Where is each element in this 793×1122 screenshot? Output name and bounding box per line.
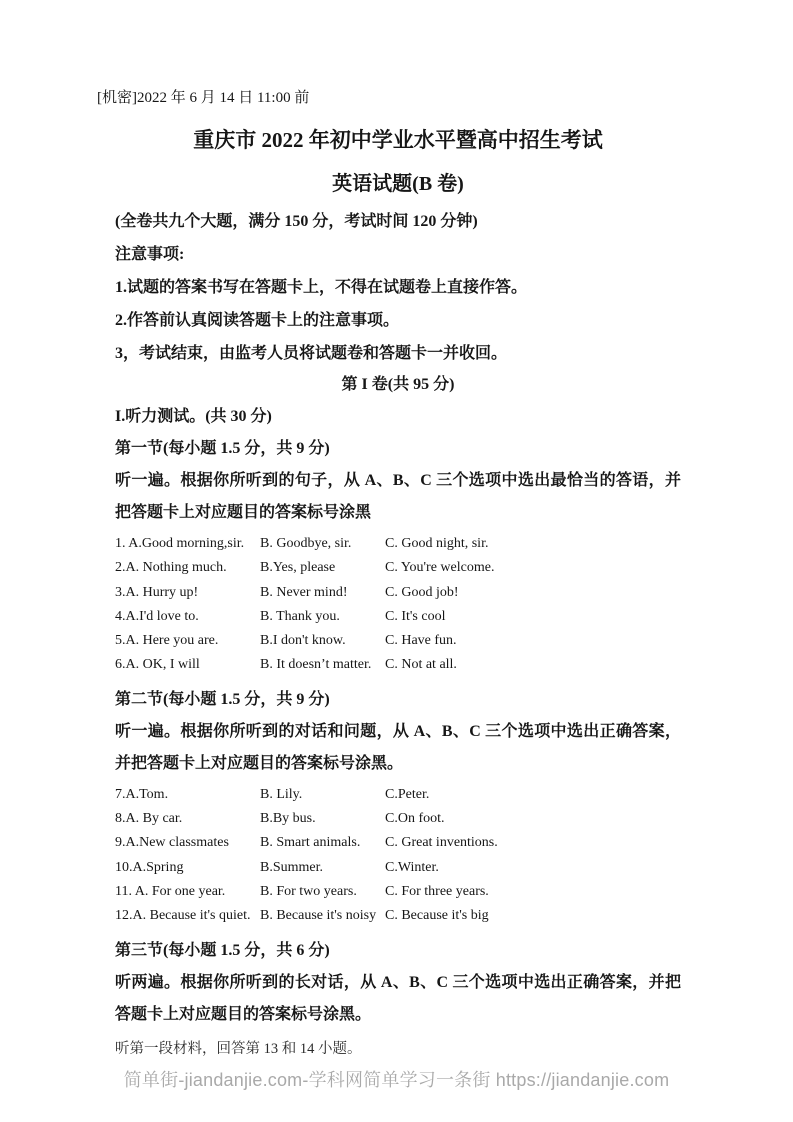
option-8a: 8.A. By car. [115,811,183,827]
option-2b: B.Yes, please [260,560,336,576]
section3-instruction-line-1: 听两遍。根据你所听到的长对话，从 A、B、C 三个选项中选出正确答案，并把 [115,973,681,991]
option-1b: B. Goodbye, sir. [260,536,352,551]
exam-title: 重庆市 2022 年初中学业水平暨高中招生考试 [193,128,603,152]
option-9a: 9.A.New classmates [115,835,229,851]
option-row-5 [115,629,681,653]
option-3b: B. Never mind! [260,584,348,600]
option-1a: 1. A.Good morning,sir. [115,536,245,551]
exam-content [97,88,681,1059]
option-9b: B. Smart animals. [260,835,361,851]
option-7c: C.Peter. [385,786,430,802]
material-note: 听第一段材料，回答第 13 和 14 小题。 [115,1040,362,1057]
option-row-7 [115,783,681,807]
section2-options [115,783,681,929]
option-10a: 10.A.Spring [115,859,184,875]
option-5a: 5.A. Here you are. [115,633,219,649]
option-5b: B.I don't know. [260,633,346,649]
option-10c: C.Winter. [385,859,439,875]
option-row-12 [115,904,681,928]
option-4b: B. Thank you. [260,608,340,624]
section3-heading: 第三节(每小题 1.5 分，共 6 分) [115,941,330,959]
option-7b: B. Lily. [260,786,303,802]
option-row-8 [115,807,681,831]
notice-item-1: 1.试题的答案书写在答题卡上，不得在试题卷上直接作答。 [115,279,528,296]
option-6c: C. Not at all. [385,657,457,673]
section2-instruction-line-2: 并把答题卡上对应题目的答案标号涂黑。 [115,754,404,772]
section1-heading: 第一节(每小题 1.5 分，共 9 分) [115,440,330,457]
option-2a: 2.A. Nothing much. [115,560,227,576]
option-12b: B. Because it's noisy [260,908,377,924]
section1-instruction-line-1: 听一遍。根据你所听到的句子，从 A、B、C 三个选项中选出最恰当的答语，并 [115,472,681,489]
option-row-11 [115,880,681,904]
exam-subtitle: 英语试题(B 卷) [332,173,464,195]
option-4a: 4.A.I'd love to. [115,608,199,624]
section2-heading: 第二节(每小题 1.5 分，共 9 分) [115,690,330,708]
option-row-4 [115,605,681,629]
footer-watermark: 简单街-jiandanjie.com-学科网简单学习一条街 https://jiandanjie.com [123,1070,670,1090]
option-row-9 [115,831,681,855]
option-10b: B.Summer. [260,859,324,875]
section1-instruction-line-2: 把答题卡上对应题目的答案标号涂黑 [115,504,372,521]
option-11b: B. For two years. [260,883,357,899]
option-4c: C. It's cool [385,608,446,624]
confidential-note: [机密]2022 年 6 月 14 日 11:00 前 [97,90,310,106]
section1-options [115,532,681,678]
option-row-2 [115,556,681,580]
option-8c: C.On foot. [385,811,445,827]
notice-heading: 注意事项: [115,246,185,263]
option-9c: C. Great inventions. [385,835,498,851]
option-row-6 [115,653,681,677]
option-8b: B.By bus. [260,811,316,827]
option-12a: 12.A. Because it's quiet. [115,908,251,924]
notice-item-3: 3，考试结束，由监考人员将试题卷和答题卡一并收回。 [115,345,508,362]
option-6a: 6.A. OK, I will [115,657,200,673]
option-row-1 [115,532,681,556]
option-5c: C. Have fun. [385,633,457,649]
option-12c: C. Because it's big [385,908,489,924]
option-11c: C. For three years. [385,883,489,899]
option-11a: 11. A. For one year. [115,883,226,899]
option-3c: C. Good job! [385,584,459,600]
option-7a: 7.A.Tom. [115,786,169,802]
option-3a: 3.A. Hurry up! [115,584,199,600]
section3-instruction-line-2: 答题卡上对应题目的答案标号涂黑。 [115,1005,372,1023]
option-row-3 [115,581,681,605]
option-row-10 [115,856,681,880]
section2-instruction-line-1: 听一遍。根据你所听到的对话和问题，从 A、B、C 三个选项中选出正确答案， [115,722,681,740]
option-1c: C. Good night, sir. [385,536,489,551]
part-heading: 第 I 卷(共 95 分) [341,376,455,393]
option-2c: C. You're welcome. [385,560,495,576]
notice-item-2: 2.作答前认真阅读答题卡上的注意事项。 [115,312,400,329]
listening-section-heading: I.听力测试。(共 30 分) [115,408,272,425]
option-6b: B. It doesn’t matter. [260,657,372,673]
exam-meta: (全卷共九个大题，满分 150 分，考试时间 120 分钟) [115,213,478,230]
